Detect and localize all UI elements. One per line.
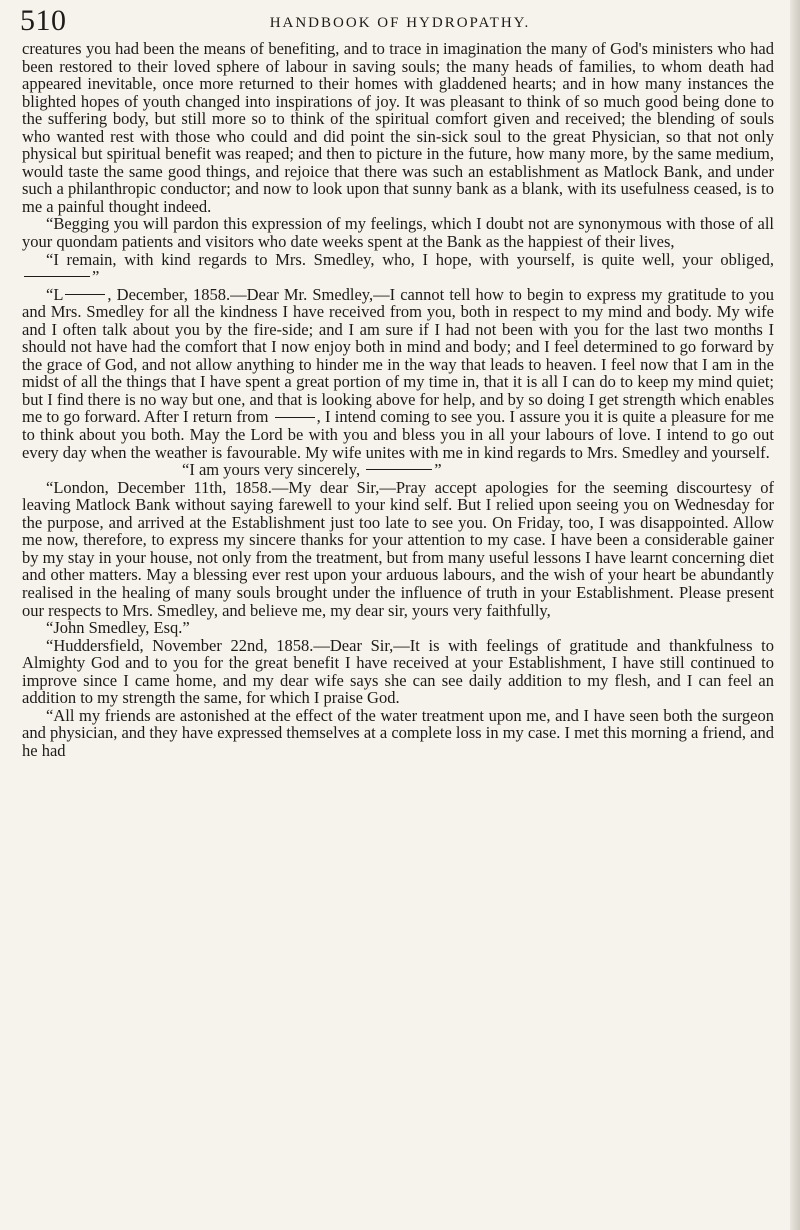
- paragraph-sign-off: [22, 251, 774, 286]
- sign-off-closing-quote: ”: [92, 267, 100, 287]
- paragraph-letter-continued: creatures you had been the means of benefiting, and to trace in imagination the many of God's ministers who had been restored to their loved sphere of labour in saving souls; the many heads of families, to whom death had appeared inevitable, once more returned to their homes with gladdened hearts; and in how many instances the blighted hopes of youth changed into inspirations of joy. It was pleasant to think of so much good being done to the suffering body, but still more so to think of the spiritual comfort given and received; the blending of souls who wanted rest with those who could and did point the sin-sick soul to the great Physician, so that not only physical but spiritual benefit was reaped; and then to picture in the future, how many more, by the same medium, would taste the same good things, and rejoice that there was such an establishment as Matlock Bank, and under such a philanthropic conductor; and now to look upon that sunny bank as a blank, with its usefulness ceased, is to me a painful thought indeed.: [22, 39, 774, 216]
- letter-body-part2: , I intend coming to see you. I assure you it is quite a pleasure for me to think about you both. May the Lord be with you and bless you in all your labours of love. I intend to go out every day when the weather is favourable. My wife unites with me in kind regards to Mrs. Smedley and yourself.: [22, 407, 774, 462]
- letter-place-initial: “L: [46, 284, 64, 304]
- page-edge-shadow: [790, 0, 800, 1230]
- sign-off-text: “I remain, with kind regards to Mrs. Smedley, who, I hope, with yourself, is quite well, your obliged,: [46, 249, 774, 269]
- signature-dash: [24, 276, 90, 277]
- page-number: 510: [20, 4, 67, 37]
- signature-dash: [366, 469, 432, 470]
- place-omitted-dash: [275, 417, 315, 418]
- paragraph-closing-remarks: “Begging you will pardon this expression of my feelings, which I doubt not are synonymous with those of all your quondam patients and visitors who date weeks spent at the Bank as the happiest of their lives,: [22, 214, 774, 252]
- paragraph-letter-huddersfield: “Huddersfield, November 22nd, 1858.—Dear Sir,—It is with feelings of gratitude and thankfulness to Almighty God and to you for the great benefit I have received at your Establishment, I have still continued to improve since I came home, and my dear wife says she can see daily addition to my flesh, and I can feel an addition to my strength the same, for which I praise God.: [22, 635, 774, 708]
- signature-closing-quote: ”: [434, 460, 442, 480]
- paragraph-addressee: “John Smedley, Esq.”: [46, 618, 190, 638]
- place-omitted-dash: [65, 294, 105, 295]
- page-header: [20, 4, 780, 36]
- paragraph-friends-astonished: “All my friends are astonished at the effect of the water treatment upon me, and I have seen both the surgeon and physician, and they have expressed themselves at a complete loss in my case. I met this morning a friend, and he had: [22, 705, 774, 760]
- paragraph-letter-december: [22, 286, 774, 461]
- running-head: HANDBOOK OF HYDROPATHY.: [269, 15, 531, 31]
- letter-body-part1: , December, 1858.—Dear Mr. Smedley,—I cannot tell how to begin to express my gratitude to you and Mrs. Smedley for all the kindness I have received from you, both in respect to my mind and body. My wife and I often talk about you by the fire-side; and I am sure if I had not been with you for the last two months I should not have had the comfort that I now enjoy both in mind and body; and I feel determined to go forward by the grace of God, and not allow anything to hinder me in the way that leads to heaven. I feel now that I am in the midst of all the things that I have spent a great portion of my time in, that it is all I can do to keep my mind quiet; but I find there is no way but one, and that is looking above for help, and by so doing I get strength which enables me to go forward. After I return from: [22, 284, 774, 427]
- body-text: [22, 40, 774, 759]
- paragraph-signature: [22, 461, 774, 479]
- paragraph-letter-london: “London, December 11th, 1858.—My dear Sir,—Pray accept apologies for the seeming discourtesy of leaving Matlock Bank without saying farewell to your kind self. But I relied upon seeing you on Wednesday for the purpose, and arrived at the Establishment just too late to see you. On Friday, too, I was disappointed. Allow me now, therefore, to express my sincere thanks for your attention to my case. I have been a considerable gainer by my stay in your house, not only from the treatment, but from many useful lessons I have learnt concerning diet and other matters. May a blessing ever rest upon your arduous labours, and the wish of your heart be abundantly realised in the healing of many souls brought under the influence of truth in your Establishment. Please present our respects to Mrs. Smedley, and believe me, my dear sir, yours very faithfully,: [22, 477, 774, 620]
- signature-text: “I am yours very sincerely,: [182, 460, 361, 480]
